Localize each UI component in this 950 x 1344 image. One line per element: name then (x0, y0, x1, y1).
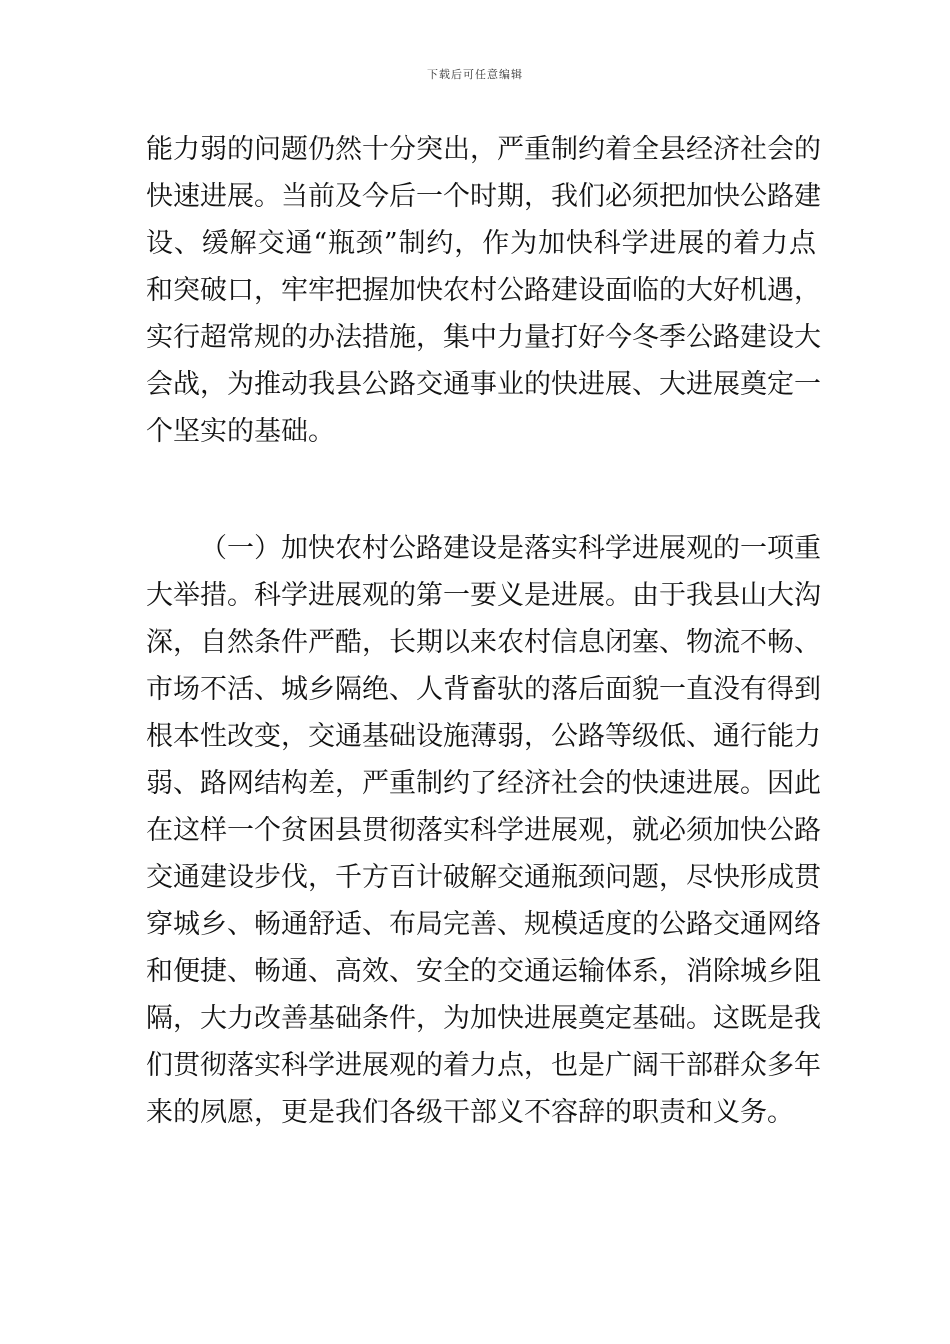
paragraph-line: 和突破口，牢牢把握加快农村公路建设面临的大好机遇， (146, 275, 821, 306)
paragraph-line: 来的夙愿，更是我们各级干部义不容辞的职责和义务。 (146, 1097, 794, 1128)
paragraph-line: 根本性改变，交通基础设施薄弱，公路等级低、通行能力 (146, 721, 821, 752)
header-note: 下载后可任意编辑 (427, 68, 523, 81)
paragraph-line: 能力弱的问题仍然十分突出，严重制约着全县经济社会的 (146, 134, 821, 165)
paragraph-line: 快速进展。当前及今后一个时期，我们必须把加快公路建 (146, 181, 821, 212)
paragraph-line: 实行超常规的办法措施，集中力量打好今冬季公路建设大 (146, 322, 821, 353)
paragraph-line: 和便捷、畅通、高效、安全的交通运输体系，消除城乡阻 (146, 956, 821, 987)
paragraph-line: 在这样一个贫困县贯彻落实科学进展观，就必须加快公路 (146, 815, 821, 846)
paragraph-line: 弱、路网结构差，严重制约了经济社会的快速进展。因此 (146, 768, 821, 799)
paragraph-line: 个坚实的基础。 (146, 416, 335, 447)
paragraph-line: 穿城乡、畅通舒适、布局完善、规模适度的公路交通网络 (146, 909, 821, 940)
paragraph-line: 深，自然条件严酷，长期以来农村信息闭塞、物流不畅、 (146, 627, 821, 658)
paragraph-line: （一）加快农村公路建设是落实科学进展观的一项重 (200, 533, 821, 564)
paragraph-line: 交通建设步伐，千方百计破解交通瓶颈问题，尽快形成贯 (146, 862, 821, 893)
paragraph-line: 会战，为推动我县公路交通事业的快进展、大进展奠定一 (146, 369, 821, 400)
paragraph-line: 隔，大力改善基础条件，为加快进展奠定基础。这既是我 (146, 1003, 821, 1034)
paragraph-line: 大举措。科学进展观的第一要义是进展。由于我县山大沟 (146, 580, 821, 611)
paragraph-line: 市场不活、城乡隔绝、人背畜驮的落后面貌一直没有得到 (146, 674, 821, 705)
paragraph-line: 们贯彻落实科学进展观的着力点，也是广阔干部群众多年 (146, 1050, 821, 1081)
paragraph-line: 设、缓解交通“瓶颈”制约，作为加快科学进展的着力点 (146, 228, 816, 259)
